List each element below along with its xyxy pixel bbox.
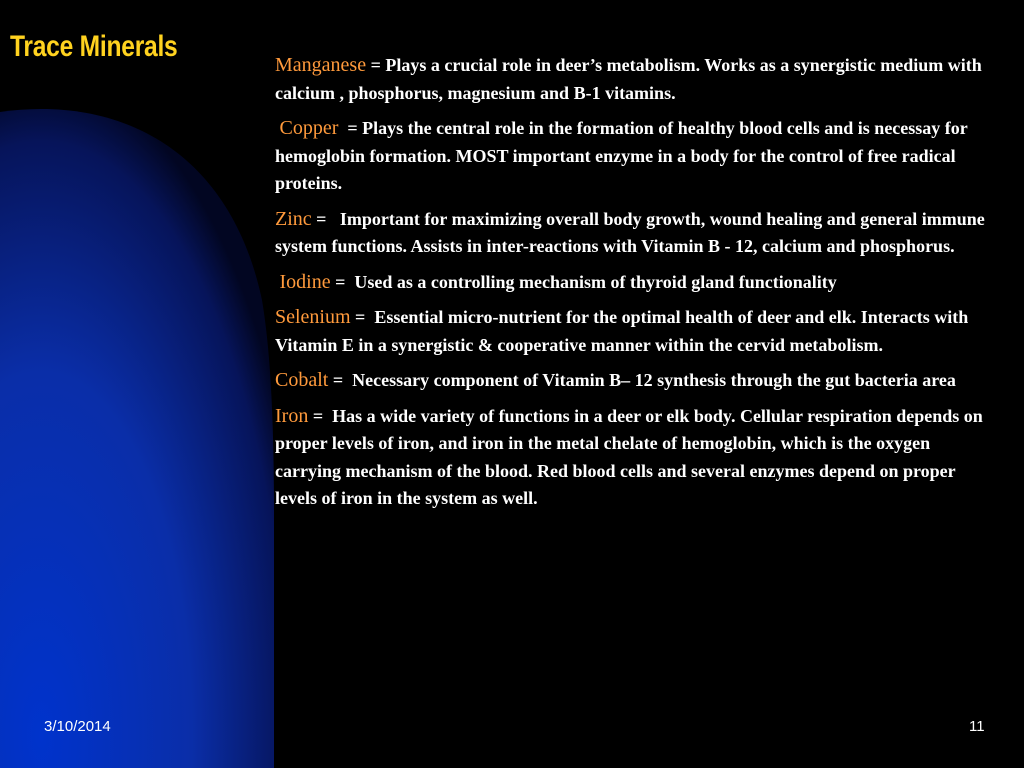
mineral-term: Zinc — [275, 207, 312, 230]
mineral-separator: = — [338, 118, 363, 138]
mineral-term: Selenium — [275, 306, 351, 328]
mineral-term: Copper — [279, 117, 339, 139]
mineral-cobalt — [275, 367, 993, 395]
mineral-description: Used as a controlling mechanism of thyroid gland functionality — [354, 271, 837, 292]
mineral-selenium — [275, 304, 993, 359]
mineral-copper — [275, 115, 993, 198]
mineral-term: Cobalt — [275, 369, 329, 391]
mineral-separator: = — [311, 208, 340, 229]
mineral-description: Necessary component of Vitamin B– 12 synthesis through the gut bacteria area — [352, 370, 956, 390]
mineral-term: Manganese — [275, 54, 367, 76]
slide-title: Trace Minerals — [10, 30, 178, 63]
mineral-separator: = — [350, 307, 375, 327]
mineral-description: Plays a crucial role in deer’s metabolism. Works as a synergistic medium with calcium , phosphorus, magnesium and B-1 vitamins. — [275, 55, 982, 103]
slide-date: 3/10/2014 — [44, 718, 111, 735]
mineral-description: Has a wide variety of functions in a deer or elk body. Cellular respiration depends on proper levels of iron, and iron in the metal chelate of hemoglobin, which is the oxygen carrying mechanism of the blood. Red blood cells and several enzymes depend on proper levels of iron in the system as well. — [275, 405, 983, 508]
mineral-list — [275, 52, 993, 521]
mineral-separator: = — [328, 370, 353, 390]
mineral-separator: = — [308, 405, 333, 426]
mineral-iodine — [275, 269, 993, 297]
mineral-term: Iodine — [279, 270, 331, 293]
mineral-manganese — [275, 52, 993, 107]
mineral-separator: = — [366, 55, 386, 75]
mineral-description: Essential micro-nutrient for the optimal health of deer and elk. Interacts with Vitamin E in a synergistic & cooperative manner within the cervid metabolism. — [275, 307, 969, 355]
mineral-description: Plays the central role in the formation of healthy blood cells and is necessay for hemoglobin formation. MOST important enzyme in a body for the control of free radical proteins. — [275, 118, 968, 193]
mineral-iron — [275, 403, 993, 513]
mineral-separator: = — [330, 271, 355, 292]
mineral-description: Important for maximizing overall body growth, wound healing and general immune system functions. Assists in inter-reactions with Vitamin B - 12, calcium and phosphorus. — [275, 208, 985, 256]
mineral-zinc — [275, 206, 993, 261]
mineral-term: Iron — [275, 404, 309, 427]
slide-page-number: 11 — [969, 718, 985, 735]
